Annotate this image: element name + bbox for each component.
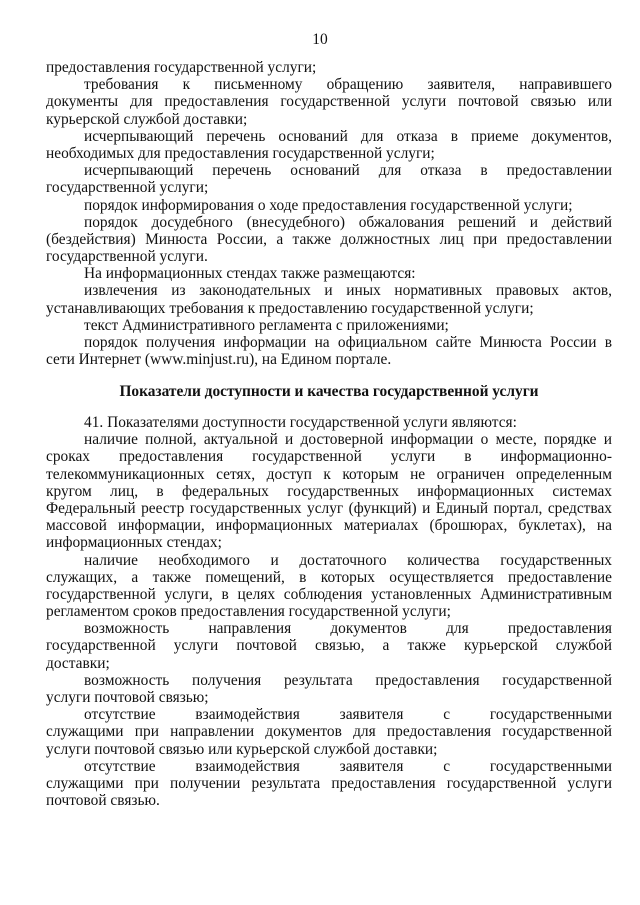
text-line: кругом лиц, в федеральных государственных информационных системах (46, 482, 612, 500)
text-line: информационных стендах; (46, 534, 222, 552)
text-line: На информационных стендах также размещаются: (84, 265, 416, 283)
paragraph (46, 317, 612, 334)
text-line: возможность получения результата предоставления государственной (84, 671, 612, 689)
text-line: государственной услуги почтовой связью, а также курьерской службой (46, 637, 612, 655)
text-line: необходимых для предоставления государственной услуги; (46, 144, 435, 162)
text-line: доставки; (46, 654, 110, 672)
paragraph (46, 265, 612, 282)
text-line: отсутствие взаимодействия заявителя с государственными (84, 706, 612, 724)
text-line: услуги почтовой связью; (46, 689, 209, 706)
text-line: 41. Показателями доступности государственной услуги являются: (84, 414, 517, 431)
text-line: возможность направления документов для предоставления (84, 620, 612, 638)
text-line: государственной услуги, в целях соблюдения установленных Административным (46, 585, 612, 603)
paragraph (46, 282, 612, 316)
paragraph (46, 672, 612, 706)
text-line: документы для предоставления государственной услуги почтовой связью или (46, 93, 612, 111)
paragraph (46, 414, 612, 431)
paragraph (46, 197, 612, 214)
page-number: 10 (312, 31, 328, 48)
text-line: исчерпывающий перечень оснований для отказа в предоставлении (84, 162, 612, 180)
text-line: Федеральный реестр государственных услуг (функций) и Единый портал, средствах (46, 499, 612, 517)
section-heading: Показатели доступности и качества государственной услуги (119, 383, 539, 400)
text-line: регламентом сроков предоставления государственной услуги; (46, 603, 451, 621)
text-line: наличие полной, актуальной и достоверной информации о месте, порядке и (84, 431, 612, 449)
paragraph (46, 552, 612, 621)
paragraph (46, 758, 612, 810)
paragraph (46, 706, 612, 758)
text-line: порядок досудебного (внесудебного) обжалования решений и действий (84, 213, 612, 231)
text-line: служащими при получении результата предоставления государственной услуги (46, 774, 612, 792)
text-line: текст Административного регламента с приложениями; (84, 316, 449, 334)
text-line: отсутствие взаимодействия заявителя с государственными (84, 757, 612, 775)
text-line: услуги почтовой связью или курьерской службой доставки; (46, 740, 438, 758)
text-line: сроках предоставления государственной услуги в информационно- (46, 448, 612, 466)
text-line: государственной услуги. (46, 248, 208, 266)
paragraph (46, 59, 612, 76)
text-line: сети Интернет (www.minjust.ru), на Едином портале. (46, 351, 392, 369)
text-line: требования к письменному обращению заявителя, направившего (84, 76, 612, 94)
text-line: порядок получения информации на официальном сайте Минюста России в (84, 334, 612, 351)
paragraph (46, 162, 612, 196)
text-block-1 (46, 59, 612, 368)
text-line: массовой информации, информационных материалах (брошюрах, буклетах), на (46, 517, 612, 535)
paragraph (46, 76, 612, 128)
text-line: исчерпывающий перечень оснований для отказа в приеме документов, (84, 127, 612, 145)
text-line: наличие необходимого и достаточного количества государственных (84, 551, 612, 569)
text-line: (бездействия) Минюста России, а также должностных лиц при предоставлении (46, 230, 612, 248)
text-line: порядок информирования о ходе предоставления государственной услуги; (84, 196, 573, 214)
text-block-2 (46, 414, 612, 809)
text-line: предоставления государственной услуги; (46, 59, 317, 76)
paragraph (46, 431, 612, 551)
text-line: извлечения из законодательных и иных нормативных правовых актов, (84, 282, 612, 300)
paragraph (46, 620, 612, 672)
paragraph (46, 214, 612, 266)
text-line: почтовой связью. (46, 792, 160, 810)
text-line: государственной услуги; (46, 179, 209, 197)
text-line: устанавливающих требования к предоставлению государственной услуги; (46, 299, 534, 317)
paragraph (46, 334, 612, 368)
paragraph (46, 128, 612, 162)
text-line: телекоммуникационных сетях, доступ к которым не ограничен определенным (46, 465, 612, 483)
text-line: служащими при направлении документов для предоставления государственной (46, 723, 612, 741)
text-line: служащих, а также помещений, в которых осуществляется предоставление (46, 568, 612, 586)
text-line: курьерской службой доставки; (46, 110, 248, 128)
